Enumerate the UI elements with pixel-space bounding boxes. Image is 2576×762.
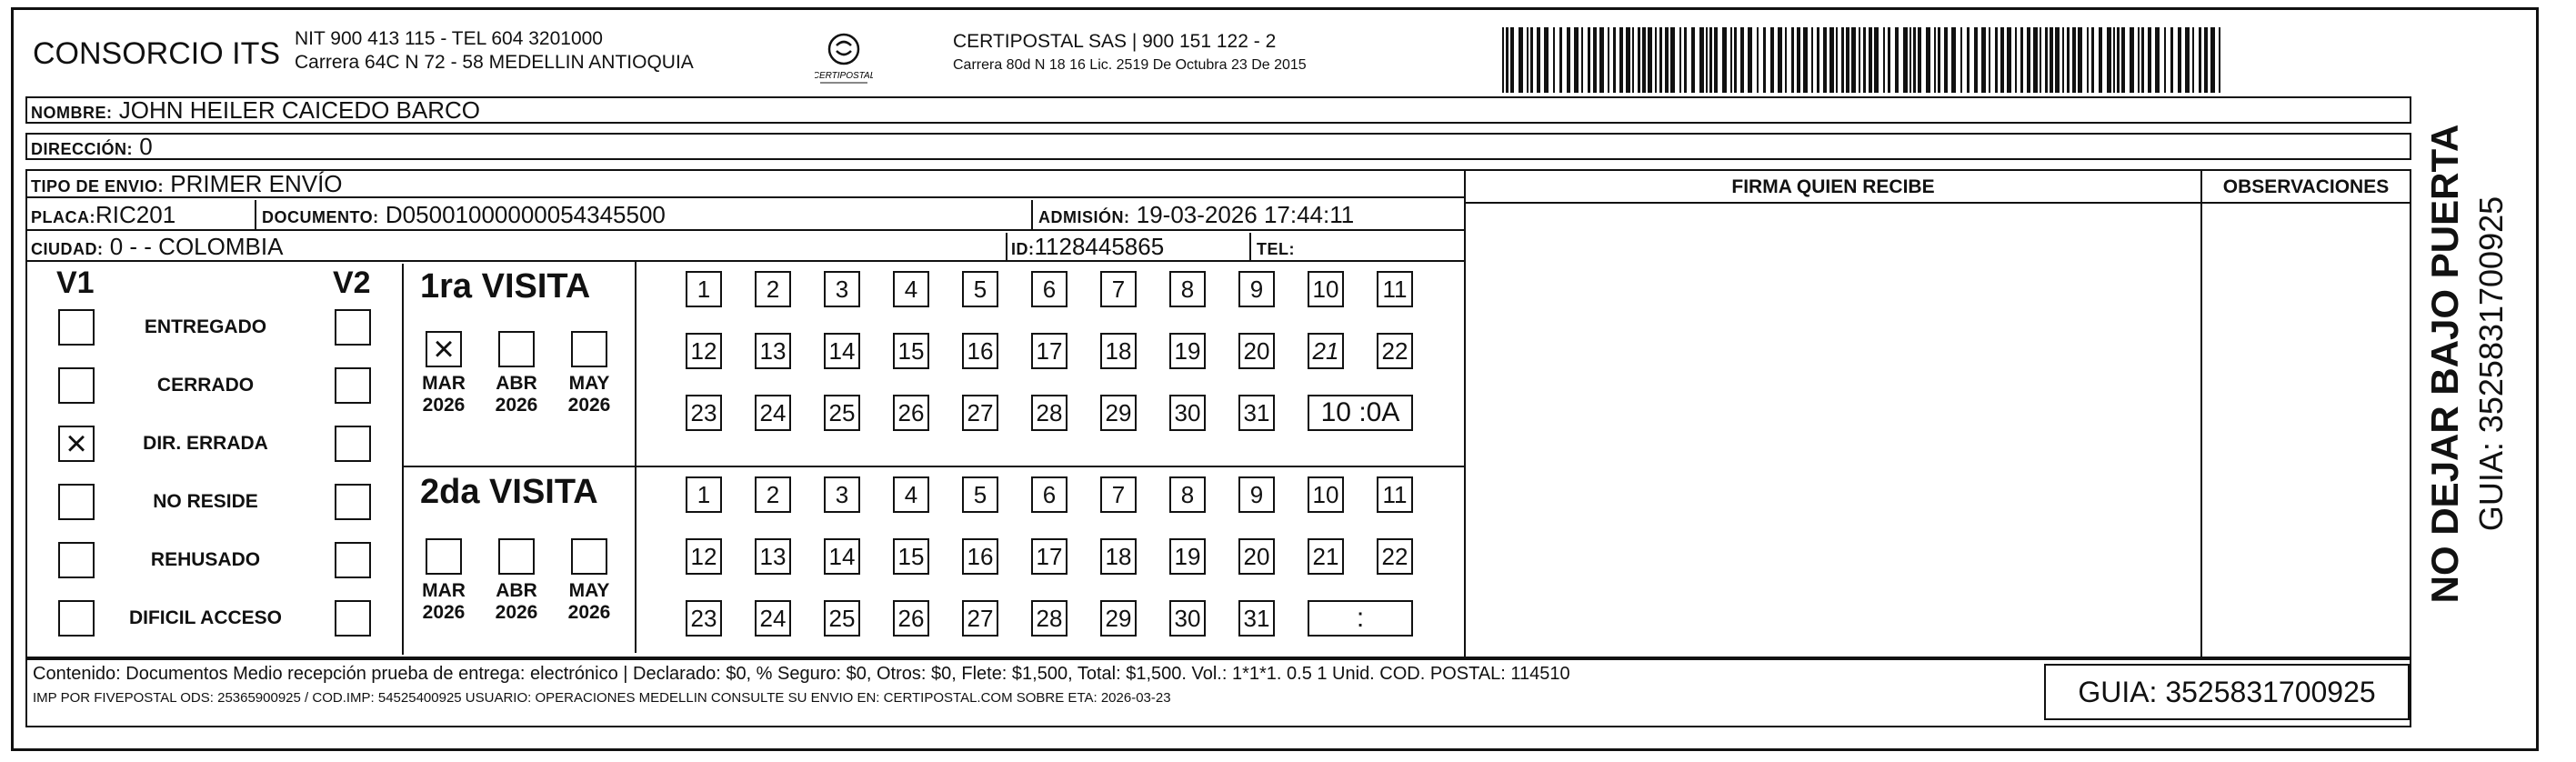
day-box[interactable]: 18 — [1100, 333, 1137, 369]
side-guia: GUIA: 3525831700925 — [2472, 196, 2510, 532]
day-box[interactable]: 16 — [962, 333, 998, 369]
barcode-bar — [1506, 27, 1509, 93]
barcode-bar — [1960, 27, 1962, 93]
status-block — [27, 262, 402, 653]
barcode-bar — [1670, 27, 1675, 93]
month-year: 2026 — [567, 395, 611, 416]
day-box[interactable]: 12 — [686, 538, 722, 575]
day-box[interactable]: 22 — [1377, 333, 1413, 369]
tipo-row — [27, 171, 1464, 198]
barcode-bar — [1655, 27, 1657, 93]
placa-field — [31, 200, 175, 232]
month-label — [418, 373, 469, 416]
barcode-bar — [2107, 27, 2111, 93]
day-box[interactable]: 7 — [1100, 271, 1137, 307]
barcode-bar — [1567, 27, 1570, 93]
visits-block — [404, 262, 1464, 653]
barcode-bar — [1593, 27, 1597, 93]
barcode-bar — [1665, 27, 1669, 93]
day-box[interactable]: 13 — [755, 538, 791, 575]
barcode-bar — [1895, 27, 1899, 93]
v1-checkbox[interactable] — [58, 367, 95, 404]
v1-checkbox[interactable] — [58, 309, 95, 346]
barcode-bar — [1757, 27, 1759, 93]
barcode-bar — [1709, 27, 1712, 93]
barcode-bar — [1967, 27, 1970, 93]
barcode-bar — [2040, 27, 2041, 93]
status-row — [27, 367, 402, 411]
barcode-bar — [1874, 27, 1879, 93]
barcode-bar — [1944, 27, 1948, 93]
direccion-value: 0 — [139, 133, 153, 160]
barcode-bar — [2027, 27, 2030, 93]
visit-2 — [404, 467, 1464, 653]
ciudad-value: 0 - - COLOMBIA — [109, 233, 284, 260]
company-name: CONSORCIO ITS — [33, 36, 281, 71]
day-box[interactable]: 23 — [686, 600, 722, 637]
month-checkbox[interactable] — [498, 331, 535, 367]
day-box[interactable]: 18 — [1100, 538, 1137, 575]
v2-checkbox[interactable] — [335, 542, 371, 578]
day-box[interactable]: 6 — [1031, 476, 1067, 513]
tel-label: TEL: — [1257, 240, 1295, 258]
barcode-bar — [1770, 27, 1774, 93]
barcode-bar — [2148, 27, 2151, 93]
day-box[interactable]: 14 — [824, 333, 860, 369]
day-box[interactable]: 20 — [1238, 538, 1275, 575]
barcode-bar — [1684, 27, 1687, 93]
nombre-value: JOHN HEILER CAICEDO BARCO — [118, 96, 481, 124]
barcode-bar — [1619, 27, 1623, 93]
day-box[interactable]: 11 — [1377, 476, 1413, 513]
ciudad-row — [27, 233, 1464, 262]
barcode-bar — [1934, 27, 1936, 93]
v1-checkbox[interactable] — [58, 600, 95, 637]
barcode-bar — [1588, 27, 1590, 93]
nit-line: NIT 900 413 115 - TEL 604 3201000 — [295, 28, 603, 49]
day-box[interactable]: 29 — [1100, 600, 1137, 637]
barcode-bar — [1888, 27, 1890, 93]
barcode-bar — [1823, 27, 1827, 93]
month-name: MAY — [568, 373, 610, 394]
barcode-bar — [1995, 27, 1998, 93]
barcode-bar — [2055, 27, 2060, 93]
day-box[interactable]: 31 — [1238, 395, 1275, 431]
firma-header: FIRMA QUIEN RECIBE — [1731, 176, 1935, 197]
barcode-bar — [1626, 27, 1630, 93]
day-box[interactable]: 1 — [686, 271, 722, 307]
v2-checkbox[interactable] — [335, 600, 371, 637]
day-box[interactable]: 27 — [962, 600, 998, 637]
barcode-bar — [2130, 27, 2134, 93]
id-label: ID: — [1011, 240, 1035, 258]
barcode-bar — [1829, 27, 1834, 93]
barcode-bar — [1648, 27, 1652, 93]
status-label: ENTREGADO — [144, 316, 267, 337]
day-box[interactable]: 15 — [893, 333, 929, 369]
barcode-bar — [2062, 27, 2064, 93]
day-box[interactable]: 25 — [824, 395, 860, 431]
month-checkbox[interactable] — [571, 538, 607, 575]
barcode-bar — [1785, 27, 1787, 93]
month-year: 2026 — [422, 395, 466, 416]
barcode-bar — [1981, 27, 1986, 93]
time-box[interactable]: : — [1308, 600, 1413, 637]
day-box[interactable]: 19 — [1169, 538, 1206, 575]
day-box[interactable]: 8 — [1169, 271, 1206, 307]
barcode-bar — [1791, 27, 1794, 93]
barcode-bar — [2164, 27, 2166, 93]
day-box[interactable]: 2 — [755, 476, 791, 513]
barcode-bar — [1817, 27, 1819, 93]
v2-checkbox[interactable] — [335, 426, 371, 462]
barcode-bar — [1836, 27, 1838, 93]
barcode-bar — [1544, 27, 1549, 93]
barcode-bar — [1638, 27, 1640, 93]
day-box[interactable]: 24 — [755, 600, 791, 637]
month-name: MAR — [422, 373, 466, 394]
barcode-bar — [1951, 27, 1956, 93]
admision-label: ADMISIÓN: — [1038, 208, 1130, 226]
month-year: 2026 — [422, 602, 466, 623]
barcode-bar — [1714, 27, 1718, 93]
barcode-bar — [1989, 27, 1990, 93]
barcode-bar — [1974, 27, 1978, 93]
day-box[interactable]: 30 — [1169, 600, 1206, 637]
tipo-label: TIPO DE ENVIO: — [31, 177, 165, 196]
barcode-bar — [1903, 27, 1908, 93]
barcode-bar — [1851, 27, 1856, 93]
barcode-bar — [1706, 27, 1708, 93]
status-row — [27, 484, 402, 527]
month-name: ABR — [496, 373, 537, 394]
barcode-bar — [1797, 27, 1800, 93]
company-details — [295, 27, 694, 75]
day-box[interactable]: 21 — [1308, 538, 1344, 575]
v2-checkbox[interactable] — [335, 309, 371, 346]
day-box[interactable]: 22 — [1377, 538, 1413, 575]
barcode-bar — [1722, 27, 1727, 93]
barcode-bar — [1519, 27, 1523, 93]
barcode-bar — [2033, 27, 2038, 93]
barcode-bar — [2007, 27, 2011, 93]
barcode-bar — [1926, 27, 1930, 93]
barcode-bar — [1811, 27, 1813, 93]
barcode-bar — [1574, 27, 1579, 93]
carrier-address: Carrera 80d N 18 16 Lic. 2519 De Octubra 23 De 2015 — [953, 57, 1307, 73]
status-label: DIR. ERRADA — [143, 433, 268, 454]
month-label — [564, 373, 615, 416]
observaciones-header: OBSERVACIONES — [2222, 176, 2390, 197]
ciudad-field — [31, 233, 283, 263]
barcode-bar — [2199, 27, 2201, 93]
id-field — [1011, 233, 1164, 263]
day-box[interactable]: 10 — [1308, 476, 1344, 513]
barcode-bar — [1553, 27, 1555, 93]
barcode-bar — [1699, 27, 1704, 93]
barcode-bar — [1863, 27, 1866, 93]
barcode-bar — [1642, 27, 1646, 93]
barcode-bar — [1841, 27, 1844, 93]
day-box[interactable]: 17 — [1031, 333, 1067, 369]
logo-wordmark: CERTIPOSTAL — [815, 71, 873, 81]
day-box[interactable]: 30 — [1169, 395, 1206, 431]
barcode-bar — [2045, 27, 2048, 93]
side-title: NO DEJAR BAJO PUERTA — [2423, 124, 2466, 604]
v2-checkbox[interactable] — [335, 367, 371, 404]
day-box[interactable]: 28 — [1031, 395, 1067, 431]
day-box[interactable]: 23 — [686, 395, 722, 431]
day-box[interactable]: 5 — [962, 271, 998, 307]
barcode-bar — [1659, 27, 1662, 93]
barcode-bar — [1537, 27, 1540, 93]
day-box[interactable]: 20 — [1238, 333, 1275, 369]
documento-value: D05001000000054345500 — [385, 201, 666, 228]
day-box[interactable]: 14 — [824, 538, 860, 575]
barcode-bar — [2185, 27, 2190, 93]
day-box[interactable]: 8 — [1169, 476, 1206, 513]
barcode-bar — [1632, 27, 1634, 93]
day-box[interactable]: 9 — [1238, 271, 1275, 307]
day-box[interactable]: 4 — [893, 271, 929, 307]
v1-checkbox[interactable] — [58, 542, 95, 578]
visit-title: 2da VISITA — [420, 473, 598, 511]
side-panel — [2414, 124, 2541, 673]
month-checkbox[interactable] — [426, 538, 462, 575]
day-box[interactable]: 10 — [1308, 271, 1344, 307]
month-year: 2026 — [495, 602, 538, 623]
barcode-bar — [1510, 27, 1514, 93]
day-box[interactable]: 19 — [1169, 333, 1206, 369]
month-year: 2026 — [495, 395, 538, 416]
barcode-bar — [1909, 27, 1911, 93]
direccion-label: DIRECCIÓN: — [31, 140, 133, 158]
day-box[interactable]: 27 — [962, 395, 998, 431]
day-box[interactable]: 25 — [824, 600, 860, 637]
barcode-bar — [1599, 27, 1604, 93]
day-box[interactable]: 9 — [1238, 476, 1275, 513]
barcode-bar — [1730, 27, 1732, 93]
day-box[interactable]: 7 — [1100, 476, 1137, 513]
address-line: Carrera 64C N 72 - 58 MEDELLIN ANTIOQUIA — [295, 52, 694, 73]
nombre-row — [25, 96, 2411, 124]
time-box[interactable]: 10 :0A — [1308, 395, 1413, 431]
day-box[interactable]: 13 — [755, 333, 791, 369]
barcode-bar — [1502, 27, 1504, 93]
barcode-bar — [2087, 27, 2089, 93]
certipostal-logo — [815, 27, 873, 93]
barcode-bar — [2050, 27, 2053, 93]
barcode-bar — [2141, 27, 2144, 93]
barcode-bar — [1859, 27, 1860, 93]
barcode-bar — [2113, 27, 2115, 93]
barcode-bar — [1748, 27, 1752, 93]
day-box[interactable]: 29 — [1100, 395, 1137, 431]
day-box[interactable]: 4 — [893, 476, 929, 513]
barcode-bar — [1679, 27, 1681, 93]
barcode-bar — [1883, 27, 1885, 93]
month-label — [418, 580, 469, 624]
barcode-bar — [1527, 27, 1529, 93]
v1-checkbox[interactable]: × — [58, 426, 95, 462]
day-box[interactable]: 1 — [686, 476, 722, 513]
barcode-bar — [1938, 27, 1940, 93]
day-box[interactable]: 6 — [1031, 271, 1067, 307]
barcode-bar — [2020, 27, 2023, 93]
barcode-bar — [1581, 27, 1583, 93]
admision-value: 19-03-2026 17:44:11 — [1136, 201, 1355, 228]
month-label — [491, 373, 542, 416]
barcode-bar — [2078, 27, 2082, 93]
day-box[interactable]: 28 — [1031, 600, 1067, 637]
status-label: CERRADO — [156, 375, 255, 396]
day-box[interactable]: 26 — [893, 600, 929, 637]
barcode-bar — [2117, 27, 2120, 93]
carrier-line: CERTIPOSTAL SAS | 900 151 122 - 2 — [953, 31, 1277, 52]
placa-value: RIC201 — [95, 201, 176, 228]
barcode-bar — [1613, 27, 1616, 93]
barcode-bar — [1913, 27, 1916, 93]
status-label: NO RESIDE — [153, 491, 258, 512]
day-box[interactable]: 2 — [755, 271, 791, 307]
status-row — [27, 309, 402, 353]
month-year: 2026 — [567, 602, 611, 623]
month-label — [564, 580, 615, 624]
documento-label: DOCUMENTO: — [262, 208, 379, 226]
footer-line-1: Contenido: Documentos Medio recepción prueba de entrega: electrónico | Declarado: $0, % Seguro: $0, Otros: $0, Flete: $1,500, Total: $1,500. Vol.: 1*1*1. 0.5 1 Unid. COD. POSTAL: 114510 — [33, 664, 1570, 684]
barcode-bar — [2015, 27, 2017, 93]
barcode-bar — [2219, 27, 2220, 93]
placa-row — [27, 200, 1464, 231]
barcode-bar — [1608, 27, 1609, 93]
day-box[interactable]: 12 — [686, 333, 722, 369]
barcode-bar — [1803, 27, 1808, 93]
day-box[interactable]: 3 — [824, 476, 860, 513]
barcode-bar — [1846, 27, 1849, 93]
barcode-bar — [2072, 27, 2076, 93]
v1-label: V1 — [56, 266, 95, 300]
barcode-bar — [2138, 27, 2140, 93]
barcode-bar — [2178, 27, 2181, 93]
month-checkbox[interactable]: × — [426, 331, 462, 367]
day-box[interactable]: 3 — [824, 271, 860, 307]
month-name: MAY — [568, 580, 610, 601]
barcode-bar — [2000, 27, 2004, 93]
month-checkbox[interactable] — [571, 331, 607, 367]
carrier-details — [953, 30, 1307, 77]
direccion-row — [25, 133, 2411, 160]
v1-checkbox[interactable] — [58, 484, 95, 520]
nombre-label: NOMBRE: — [31, 104, 113, 122]
month-name: ABR — [496, 580, 537, 601]
barcode-bar — [1763, 27, 1766, 93]
day-box[interactable]: 24 — [755, 395, 791, 431]
status-label: DIFICIL ACCESO — [128, 607, 282, 628]
status-row — [27, 426, 402, 469]
barcode-bar — [2192, 27, 2194, 93]
barcode-bar — [1778, 27, 1782, 93]
day-box[interactable]: 26 — [893, 395, 929, 431]
day-box[interactable]: 15 — [893, 538, 929, 575]
admision-field — [1038, 200, 1354, 232]
day-box[interactable]: 21 — [1308, 333, 1344, 369]
barcode-bar — [1918, 27, 1921, 93]
day-box[interactable]: 17 — [1031, 538, 1067, 575]
footer-guia: GUIA: 3525831700925 — [2044, 664, 2410, 720]
barcode-bar — [2067, 27, 2070, 93]
barcode-bar — [1740, 27, 1744, 93]
placa-label: PLACA: — [31, 208, 95, 226]
barcode-bar — [2170, 27, 2173, 93]
barcode-bar — [2210, 27, 2215, 93]
barcode-bar — [1869, 27, 1872, 93]
month-label — [491, 580, 542, 624]
barcode-bar — [2121, 27, 2125, 93]
barcode-bar — [2091, 27, 2094, 93]
barcode-bar — [2204, 27, 2208, 93]
day-box[interactable]: 11 — [1377, 271, 1413, 307]
v2-checkbox[interactable] — [335, 484, 371, 520]
status-row — [27, 542, 402, 586]
barcode-bar — [1559, 27, 1562, 93]
day-box[interactable]: 16 — [962, 538, 998, 575]
status-row — [27, 600, 402, 644]
documento-field — [262, 200, 666, 232]
ciudad-label: CIUDAD: — [31, 240, 104, 258]
id-value: 1128445865 — [1034, 233, 1165, 260]
barcode — [1502, 27, 2230, 93]
month-name: MAR — [422, 580, 466, 601]
barcode-bar — [1530, 27, 1533, 93]
tipo-value: PRIMER ENVÍO — [170, 170, 343, 197]
v2-label: V2 — [333, 266, 371, 300]
visit-title: 1ra VISITA — [420, 267, 591, 306]
day-box[interactable]: 31 — [1238, 600, 1275, 637]
footer-line-2: IMP POR FIVEPOSTAL ODS: 25365900925 / COD.IMP: 54525400925 USUARIO: OPERACIONES MEDELLIN CONSULTE SU ENVIO EN: CERTIPOSTAL.COM SOBRE ETA: 2026-03-23 — [33, 690, 1171, 706]
tel-field — [1257, 233, 1295, 263]
barcode-bar — [1691, 27, 1695, 93]
month-checkbox[interactable] — [498, 538, 535, 575]
barcode-bar — [2099, 27, 2102, 93]
barcode-bar — [2155, 27, 2160, 93]
status-label: REHUSADO — [150, 549, 261, 570]
barcode-bar — [1734, 27, 1737, 93]
visit-1 — [404, 262, 1464, 466]
day-box[interactable]: 5 — [962, 476, 998, 513]
